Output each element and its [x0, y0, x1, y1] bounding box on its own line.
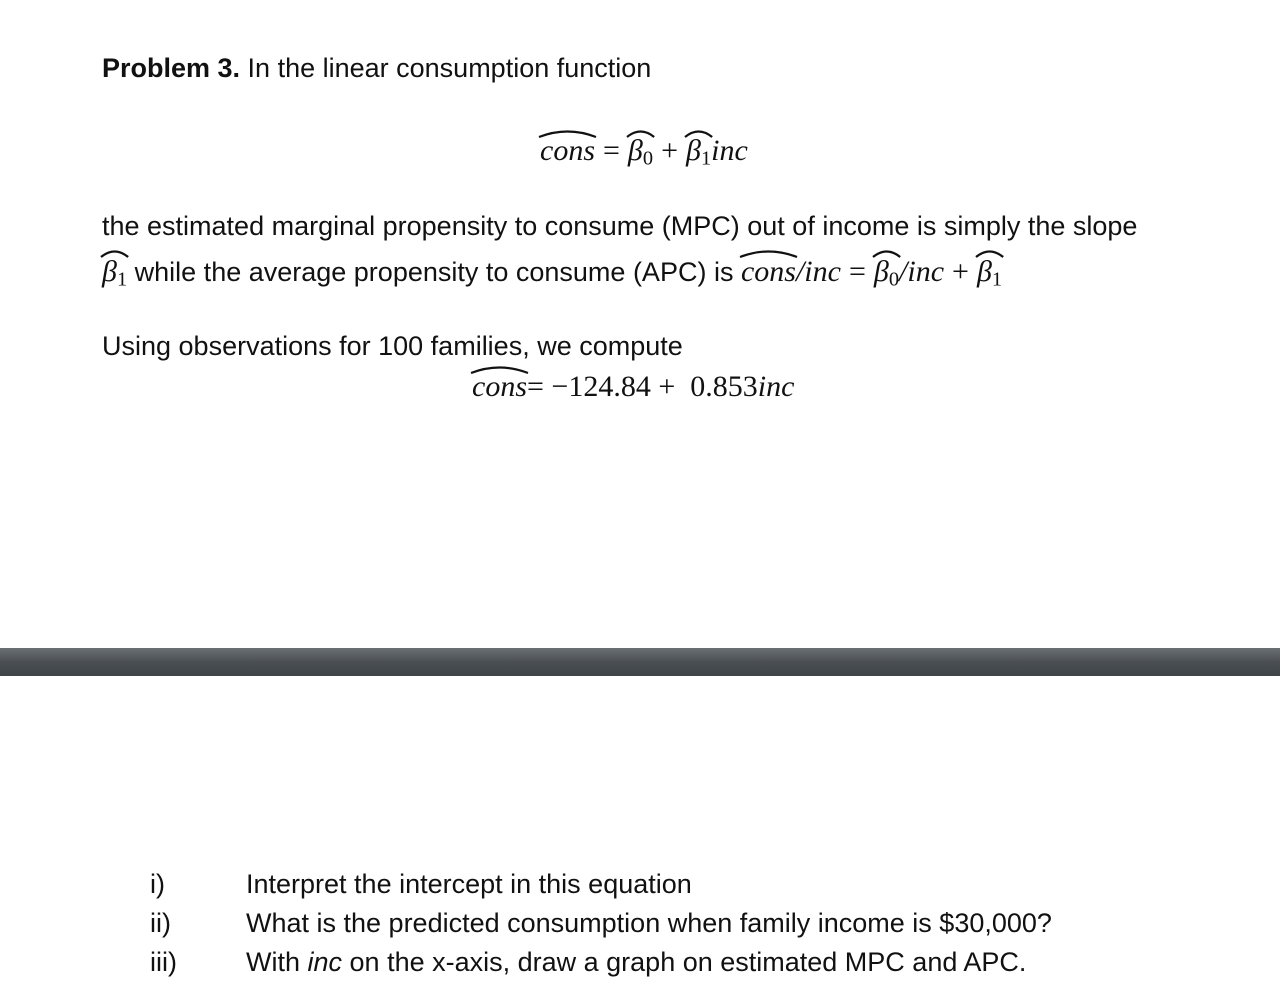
question-text: With inc on the x-axis, draw a graph on estimated MPC and APC.	[246, 947, 1027, 977]
question-text: What is the predicted consumption when family income is $30,000?	[246, 908, 1052, 938]
estimated-equation	[472, 366, 794, 404]
question-text: Interpret the intercept in this equation	[246, 869, 692, 899]
problem-label: Problem 3.	[102, 53, 241, 83]
equals-sign: =	[603, 134, 620, 167]
beta1-hat: $\beta_1$	[102, 250, 127, 292]
problem-intro: In the linear consumption function	[240, 53, 652, 83]
cons-hat: cons	[540, 130, 595, 168]
beta1-hat: $\beta_1$	[977, 250, 1002, 292]
model-equation	[540, 130, 748, 170]
question-marker: iii)	[150, 947, 177, 977]
page-divider	[0, 648, 1280, 676]
problem-heading	[102, 52, 651, 84]
paragraph-line-2-text: while the average propensity to consume (APC) is	[127, 257, 741, 287]
apc-formula: cons/inc = $\beta_0$/inc + $\beta_1$	[741, 255, 1002, 288]
inc-variable: inc	[757, 370, 795, 403]
inc-variable: inc	[711, 134, 748, 167]
beta1-hat: $\beta_1$	[686, 130, 711, 170]
plus-sign: +	[661, 134, 678, 167]
beta0-hat: $\beta_0$	[874, 250, 899, 292]
question-marker: i)	[150, 869, 165, 899]
beta0-hat: $\beta_0$	[628, 130, 653, 170]
using-observations-text: Using observations for 100 families, we compute	[102, 331, 683, 361]
estimated-equation-rhs: = −124.84 + 0.853	[527, 370, 758, 403]
paragraph-line-2	[102, 250, 1002, 292]
question-marker: ii)	[150, 908, 171, 938]
cons-hat: cons	[472, 366, 527, 404]
paragraph-line-1: the estimated marginal propensity to consume (MPC) out of income is simply the slope	[102, 211, 1138, 241]
cons-hat: cons	[741, 250, 796, 290]
